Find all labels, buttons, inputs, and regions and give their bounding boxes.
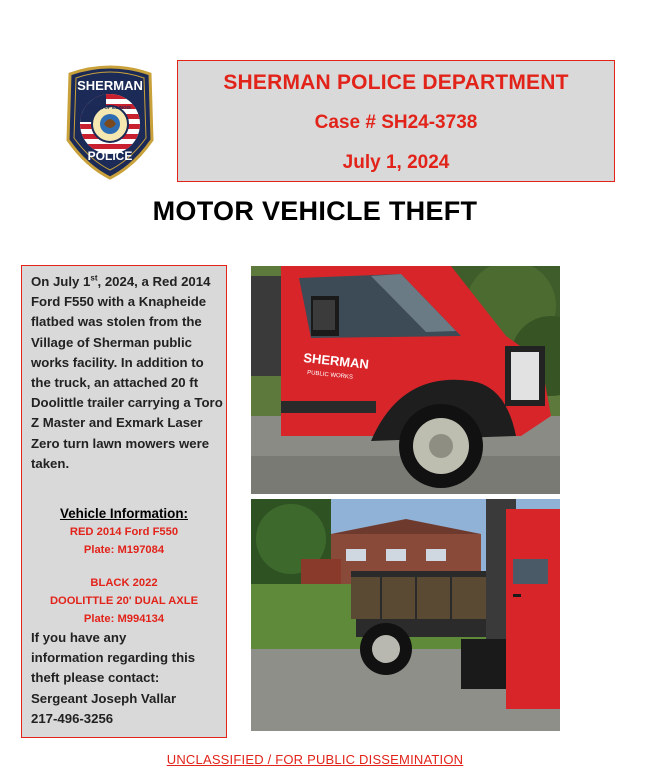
badge-top-text: SHERMAN: [77, 78, 143, 93]
contact-line-2: information regarding this: [31, 650, 196, 666]
vehicle-2-description-line2: DOOLITTLE 20' DUAL AXLE: [49, 595, 199, 607]
contact-name: Sergeant Joseph Vallar: [31, 690, 177, 706]
narrative-superscript: st: [90, 273, 98, 283]
vehicle-1-plate: Plate: M197084: [83, 544, 165, 556]
vehicle-1-description: RED 2014 Ford F550: [69, 526, 179, 538]
truck-front-photo: [251, 266, 560, 494]
department-name: SHERMAN POLICE DEPARTMENT: [223, 71, 569, 94]
badge-seal-text: STATE OF ILLINOIS: [89, 105, 131, 110]
info-panel: [21, 265, 227, 738]
vehicle-2-plate: Plate: M994134: [83, 613, 165, 625]
contact-info: [31, 628, 223, 729]
truck-door-text: SHERMAN: [302, 350, 370, 372]
contact-line-1: If you have any: [31, 630, 127, 645]
narrative-body: , 2024, a Red 2014 Ford F550 with a Knapheide flatbed was stolen from the Village of Sherman public works facility. In addition to the truck, an attached 20 ft Doolittle trailer carrying a Toro Z Master and Exmark Laser Zero turn lawn mowers were taken.: [31, 274, 223, 471]
vehicle-2-description-line1: BLACK 2022: [90, 577, 158, 589]
report-date: July 1, 2024: [342, 152, 450, 173]
case-number: Case # SH24-3738: [314, 112, 478, 133]
truck-rear-photo: [251, 499, 560, 731]
contact-phone: 217-496-3256: [31, 710, 114, 726]
vehicle-info-heading: Vehicle Information:: [60, 506, 188, 521]
narrative-lead: On July 1: [31, 274, 91, 289]
page-title: MOTOR VEHICLE THEFT: [152, 196, 478, 226]
header-box: [177, 60, 615, 182]
incident-narrative: [31, 272, 223, 474]
badge-bottom-text: POLICE: [87, 149, 133, 163]
truck-door-subtext: PUBLIC WORKS: [306, 370, 354, 381]
police-badge-logo: [62, 62, 158, 180]
classification-footer: UNCLASSIFIED / FOR PUBLIC DISSEMINATION: [166, 752, 464, 767]
contact-line-3: theft please contact:: [31, 670, 160, 686]
